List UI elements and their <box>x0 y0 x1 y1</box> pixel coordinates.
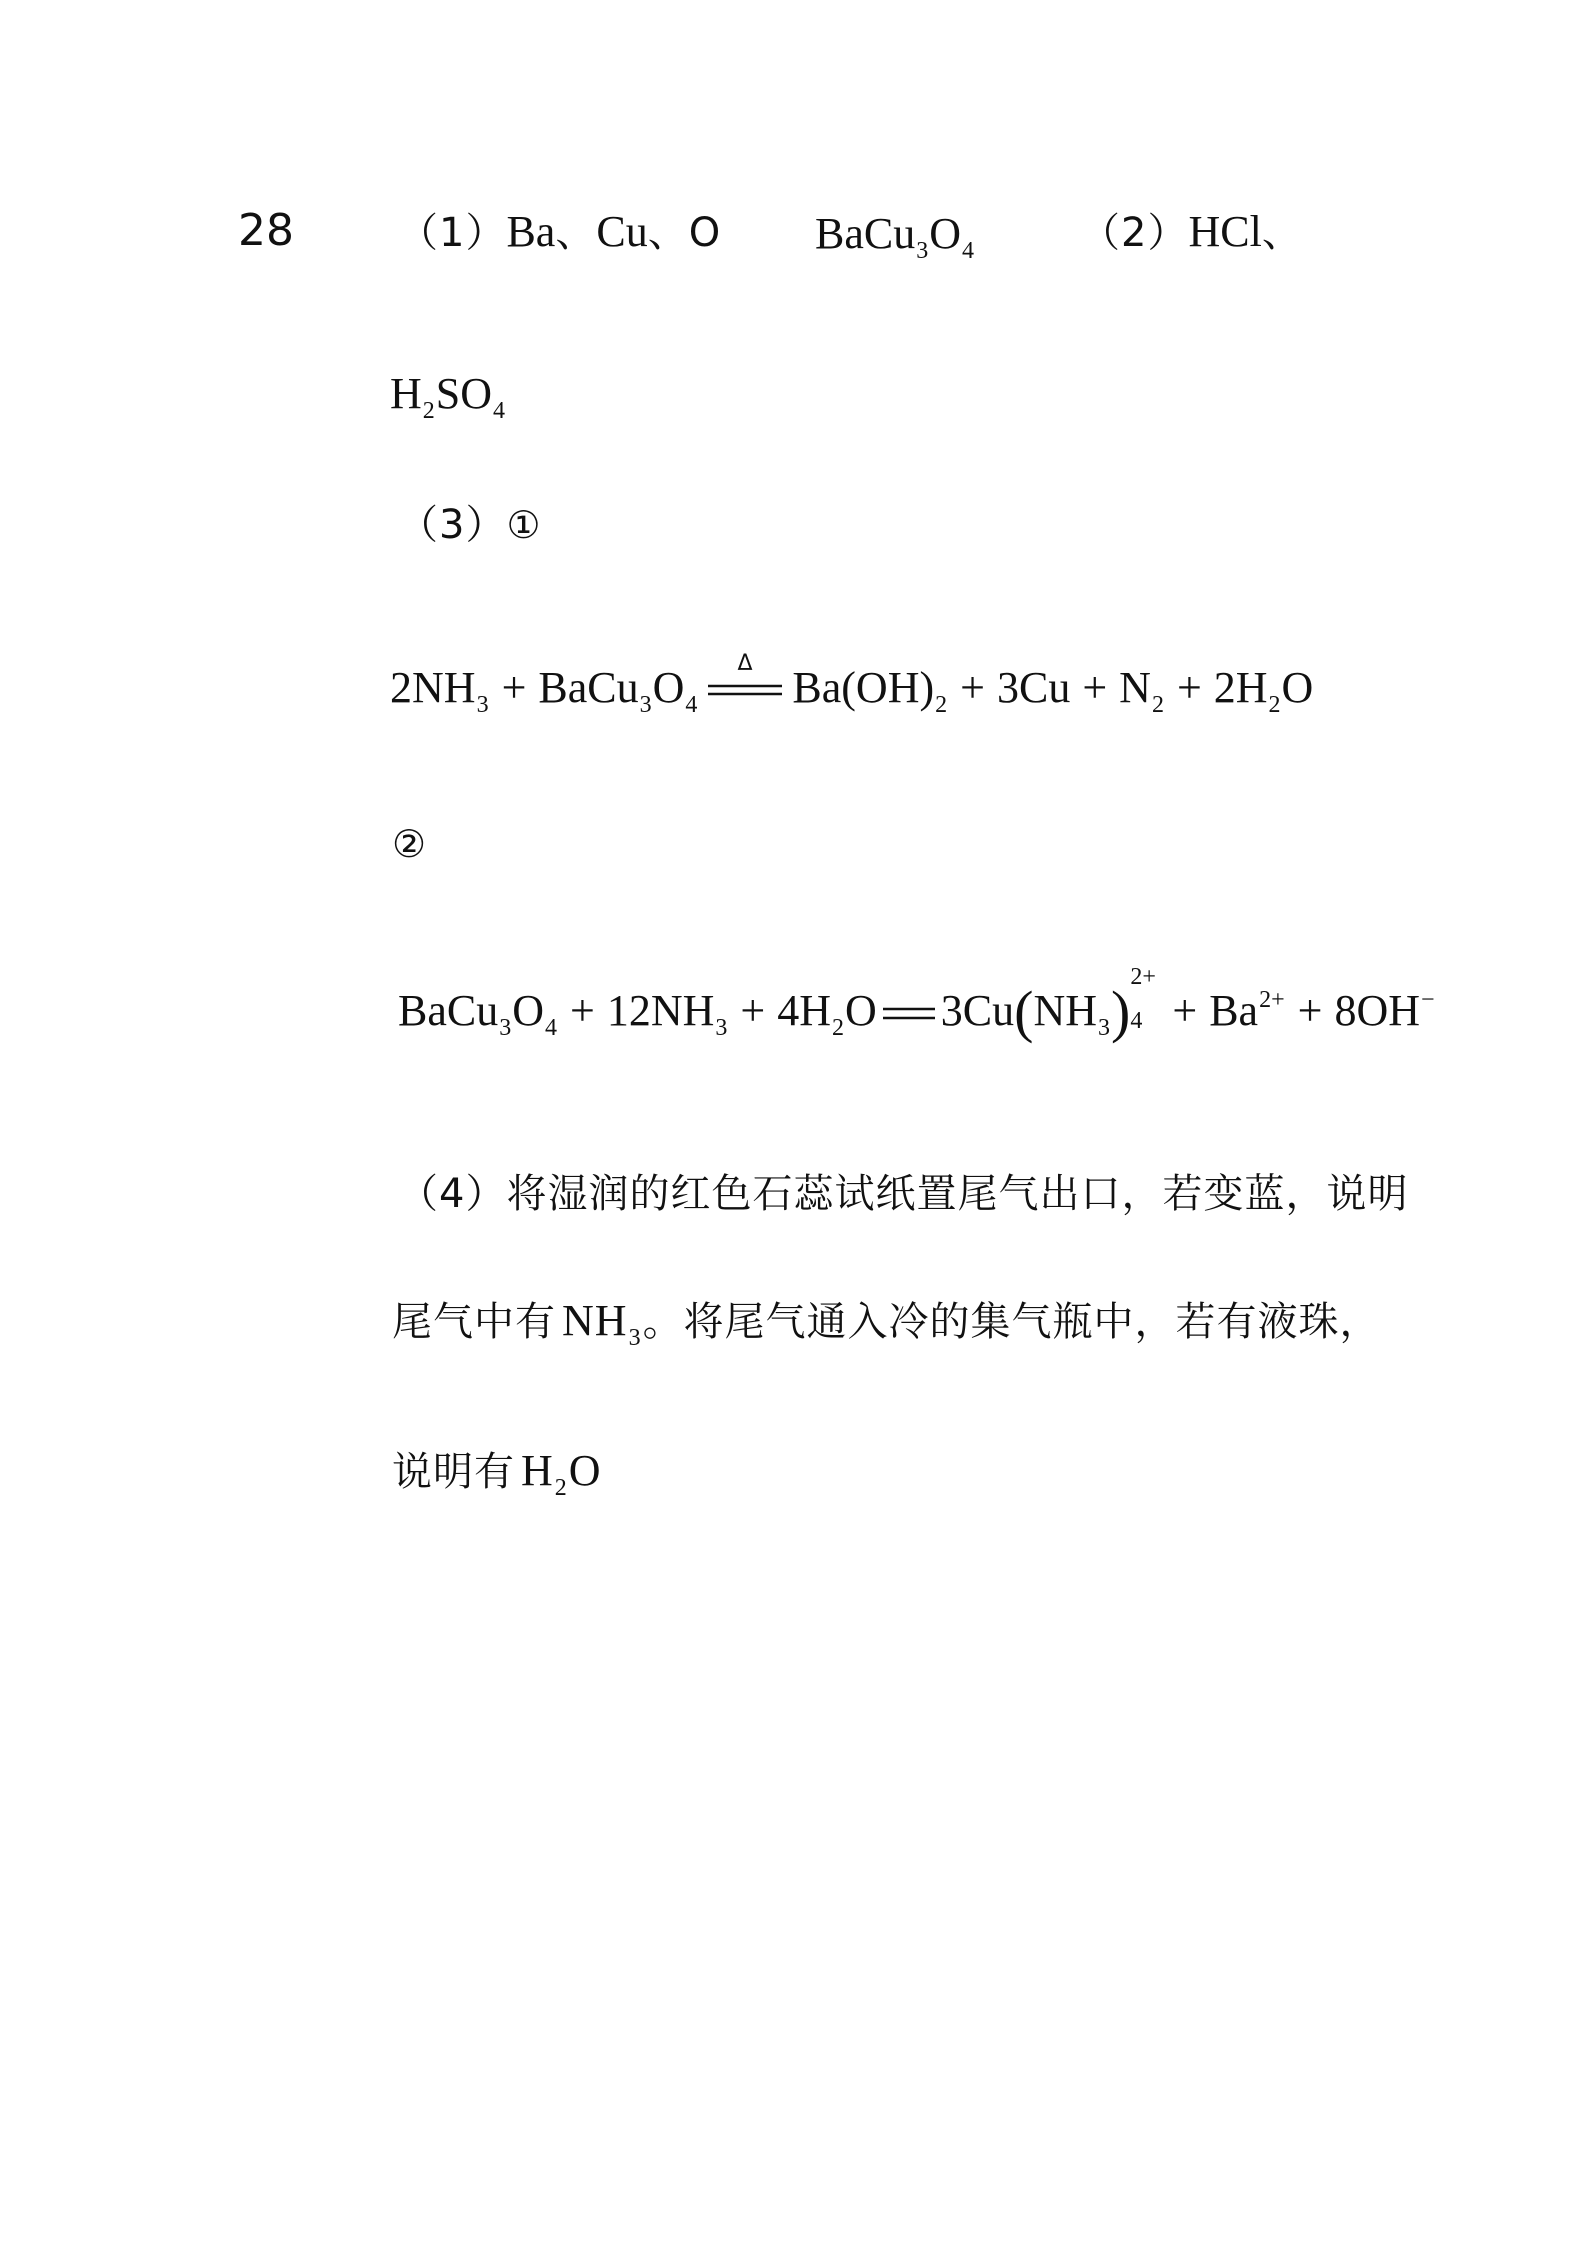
part4-text: 尾气中有 <box>392 1299 556 1345</box>
part1-line <box>398 207 721 256</box>
eq-sub: 2 <box>1151 692 1164 718</box>
eq-sub: 2 <box>832 1015 845 1041</box>
part4-line3 <box>392 1440 602 1502</box>
eq-term: O <box>1281 663 1314 712</box>
equation-1 <box>390 650 1314 719</box>
eq-term: 8OH <box>1334 986 1421 1035</box>
eq-sub: 4 <box>1130 1008 1143 1034</box>
eq-term: Ba <box>1209 986 1259 1035</box>
formula-h: H <box>521 1446 554 1495</box>
eq-sub: 3 <box>715 1015 728 1041</box>
formula-o: O <box>929 209 962 258</box>
plus-sign: + <box>1172 986 1198 1035</box>
plus-sign: + <box>501 663 527 712</box>
plus-sign: + <box>1176 663 1202 712</box>
eq-term: Ba(OH) <box>792 663 935 712</box>
eq-term: BaCu <box>538 663 639 712</box>
eq-term: 12NH <box>606 986 715 1035</box>
formula-bacu: BaCu <box>815 209 916 258</box>
formula-sub: 4 <box>962 238 975 264</box>
eq-term: 4H <box>777 986 832 1035</box>
plus-sign: + <box>960 663 985 712</box>
eq-sub: 3 <box>1098 1015 1111 1041</box>
plus-sign: + <box>1297 986 1323 1035</box>
eq-term: NH <box>1033 986 1098 1035</box>
marker-1: ① <box>506 503 541 547</box>
element-o: O <box>688 210 721 256</box>
eq-term: 3Cu <box>996 663 1071 712</box>
heating-equals-sign <box>704 650 786 714</box>
heat-condition: Δ <box>737 650 753 676</box>
eq-sup: − <box>1421 987 1435 1013</box>
eq-term: O <box>845 986 877 1035</box>
part2-label: （2） <box>1080 210 1189 256</box>
eq-sub: 4 <box>685 692 698 718</box>
part4-text: 将湿润的红色石蕊试纸置尾气出口，若变蓝，说明 <box>506 1171 1409 1217</box>
eq-term: 2H <box>1213 663 1268 712</box>
formula-part: SO <box>435 369 493 418</box>
plus-sign: + <box>570 986 595 1035</box>
eq-term: 2NH <box>390 663 476 712</box>
part4-line1 <box>398 1162 1408 1219</box>
formula-nh3: NH <box>562 1296 628 1345</box>
question-number: 28 <box>238 205 294 256</box>
part2-line <box>1080 207 1303 256</box>
eq-sub: 2 <box>1268 692 1281 718</box>
formula-sub: 2 <box>554 1475 568 1501</box>
part4-label: （4） <box>398 1171 507 1217</box>
separator: 、 <box>647 210 689 256</box>
part3-heading <box>398 502 541 548</box>
separator: 、 <box>1261 210 1303 256</box>
formula-sub: 4 <box>493 398 506 424</box>
equation-2 <box>398 964 1436 1045</box>
part3-label: （3） <box>398 502 507 548</box>
eq-sub: 2 <box>935 692 948 718</box>
eq-sub: 4 <box>545 1015 558 1041</box>
part4-text: 。将尾气通入冷的集气瓶中，若有液珠， <box>642 1299 1381 1345</box>
part1-formula <box>815 208 975 265</box>
eq-sup: 2+ <box>1130 964 1156 990</box>
eq-term: O <box>652 663 685 712</box>
equals-sign <box>881 993 937 1037</box>
part1-label: （1） <box>398 210 507 256</box>
element-ba: Ba <box>506 207 556 256</box>
formula-hcl: HCl <box>1188 207 1262 256</box>
element-cu: Cu <box>596 207 648 256</box>
formula-o: O <box>568 1446 602 1495</box>
formula-part: H <box>390 369 422 418</box>
eq-sub: 3 <box>639 692 652 718</box>
eq-term: N <box>1119 663 1151 712</box>
formula-sub: 3 <box>628 1325 642 1351</box>
eq-term: BaCu <box>398 986 499 1035</box>
eq-term: 3Cu <box>940 986 1015 1035</box>
eq-sub: 3 <box>476 692 489 718</box>
formula-sub: 2 <box>422 398 435 424</box>
formula-h2so4 <box>390 368 506 425</box>
plus-sign: + <box>740 986 766 1035</box>
part4-line2 <box>392 1290 1381 1352</box>
plus-sign: + <box>1082 663 1108 712</box>
right-paren: ) <box>1111 979 1131 1044</box>
eq-sup: 2+ <box>1259 987 1285 1013</box>
eq-term: O <box>512 986 545 1035</box>
complex-charge <box>1130 964 1160 1034</box>
formula-sub: 3 <box>916 238 929 264</box>
separator: 、 <box>555 210 597 256</box>
part4-text: 说明有 <box>392 1449 515 1495</box>
eq-sub: 3 <box>499 1015 512 1041</box>
marker-2: ② <box>392 822 427 866</box>
left-paren: ( <box>1014 979 1034 1044</box>
